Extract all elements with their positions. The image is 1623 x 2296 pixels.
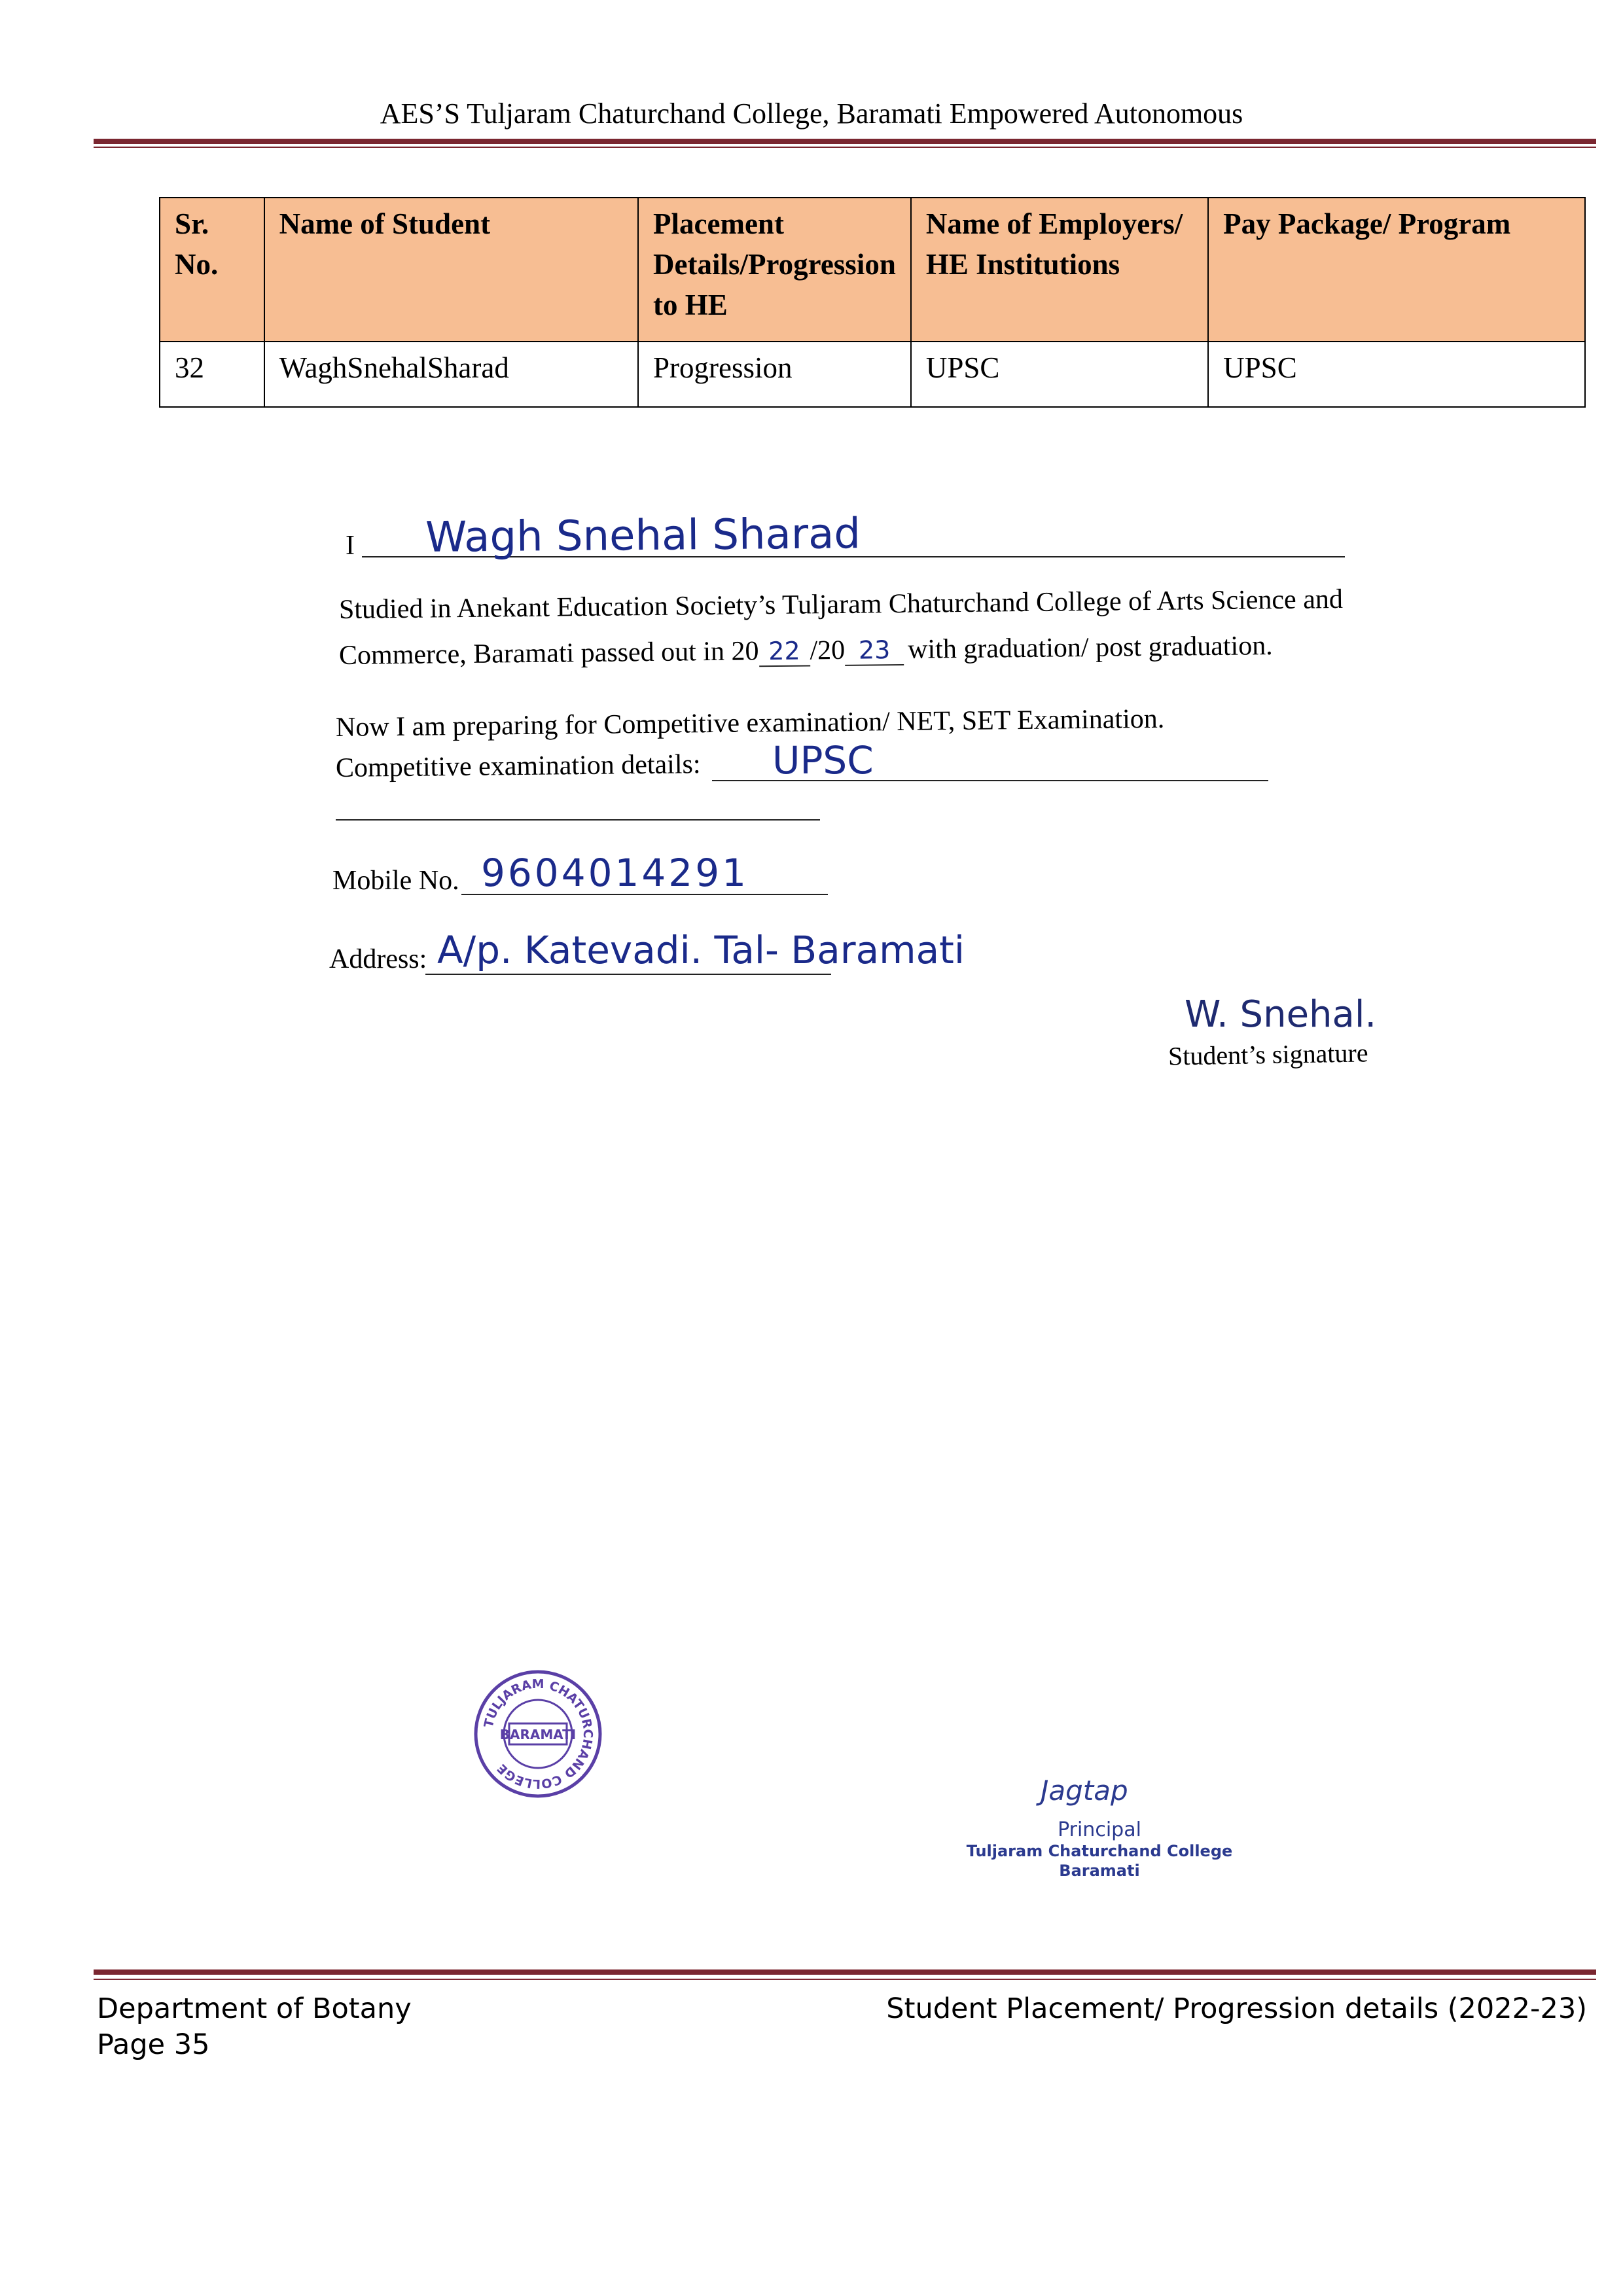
exam-underline <box>712 779 1268 781</box>
col-header-placement-details: Placement Details/Progression to HE <box>638 198 911 342</box>
student-signature-label: Student’s signature <box>1168 1038 1368 1071</box>
table-row <box>160 342 1585 407</box>
cell-employer: UPSC <box>911 342 1208 407</box>
col-header-sr-no: Sr. No. <box>160 198 264 342</box>
cell-placement-details: Progression <box>638 342 911 407</box>
footer-department: Department of Botany <box>97 1992 412 2025</box>
stamp-ring-text: TULJARAM CHATURCHAND COLLEGE <box>481 1676 596 1792</box>
stamp-seal-icon <box>473 1669 603 1799</box>
cell-sr-no: 32 <box>160 342 264 407</box>
header-rule-thick <box>94 139 1596 144</box>
principal-block <box>936 1819 1263 1881</box>
address-value-handwritten: A/p. Katevadi. Tal- Baramati <box>437 928 965 972</box>
college-stamp <box>473 1669 603 1799</box>
name-underline <box>362 555 1345 557</box>
studied-line-1: Studied in Anekant Education Society’s Tuljaram Chaturchand College of Arts Science and <box>338 584 1344 625</box>
exam-value-handwritten: UPSC <box>772 738 874 783</box>
mobile-underline <box>461 892 828 895</box>
year-to: 23 <box>845 635 904 666</box>
page-number: Page 35 <box>97 2028 210 2061</box>
blank-underline <box>336 818 820 821</box>
cell-pay-package: UPSC <box>1208 342 1585 407</box>
principal-title: Principal <box>1058 1818 1141 1841</box>
exam-label: Competitive examination details: <box>335 749 701 783</box>
footer-title: Student Placement/ Progression details (2022-23) <box>886 1992 1587 2025</box>
col-header-pay-package: Pay Package/ Program <box>1208 198 1585 342</box>
header-rule-thin <box>94 147 1596 148</box>
year-from: 22 <box>758 636 810 667</box>
handwritten-name: Wagh Snehal Sharad <box>425 510 861 562</box>
placement-table <box>159 197 1586 408</box>
stamp-center-text: BARAMATI <box>499 1727 577 1742</box>
principal-signature: Jagtap <box>1041 1775 1128 1807</box>
footer-rule-thin <box>94 1979 1596 1980</box>
address-underline <box>425 972 831 975</box>
footer-rule-thick <box>94 1969 1596 1975</box>
studied-line-2-c: with graduation/ post graduation. <box>907 631 1273 665</box>
principal-city: Baramati <box>1059 1862 1140 1880</box>
address-label: Address: <box>329 944 427 974</box>
studied-line-2-a: Commerce, Baramati passed out in 20 <box>338 636 759 671</box>
principal-college: Tuljaram Chaturchand College <box>966 1842 1233 1860</box>
table-header-row <box>160 198 1585 342</box>
studied-line-2 <box>339 630 1273 671</box>
col-header-name-of-student: Name of Student <box>264 198 638 342</box>
col-header-employers: Name of Employers/ HE Institutions <box>911 198 1208 342</box>
page-header-title: AES’S Tuljaram Chaturchand College, Baramati Empowered Autonomous <box>380 97 1243 130</box>
mobile-value-handwritten: 9604014291 <box>481 851 749 895</box>
mobile-label: Mobile No. <box>332 866 459 896</box>
cell-student-name: WaghSnehalSharad <box>264 342 638 407</box>
studied-line-2-b: /20 <box>810 635 846 666</box>
form-prefix: I <box>346 531 355 561</box>
preparing-line: Now I am preparing for Competitive examination/ NET, SET Examination. <box>335 703 1165 743</box>
student-signature-handwritten: W. Snehal. <box>1185 993 1377 1036</box>
